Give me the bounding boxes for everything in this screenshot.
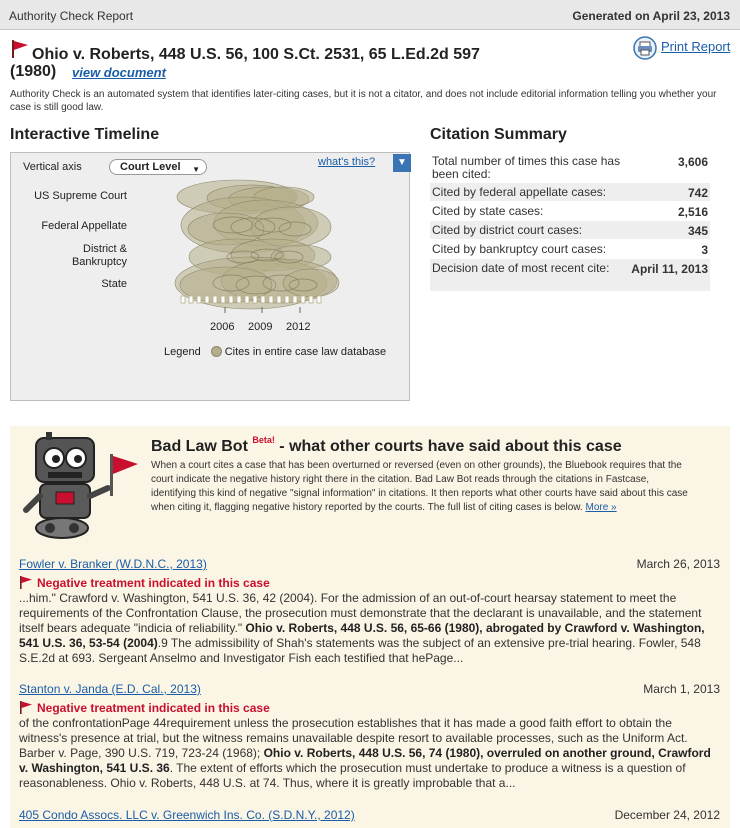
year-label-2009: 2009: [248, 321, 273, 333]
whats-this-link[interactable]: what's this?: [318, 156, 376, 168]
excerpt-post: .9 The admissibility of Shah's statements was the subject of an extensive pre-trial hearing. Fowler, 548 S.E.2d at 693. Sergeant Anselmo and Investigator Fish each testified that hePage...: [19, 636, 701, 665]
citing-case-excerpt: [19, 591, 721, 666]
citing-case-date: March 26, 2013: [636, 557, 720, 571]
summary-label: Cited by bankruptcy court cases:: [432, 242, 607, 256]
summary-value: 345: [687, 224, 708, 238]
case-year: (1980): [10, 63, 57, 80]
excerpt-highlight: Ohio v. Roberts, 448 U.S. 56, 74 (1980), overruled on another ground, Crawford v. Washington, 541 U.S. 36: [19, 746, 711, 775]
expand-icon[interactable]: ▼: [393, 154, 411, 172]
timeline-legend: [164, 346, 386, 358]
bad-law-bot-name: Bad Law Bot: [151, 438, 248, 455]
summary-label: Total number of times this case has been cited:: [432, 154, 621, 181]
excerpt-post: . The extent of efforts which the prosecution must undertake to produce a witness is a question of reasonableness. Ohio v. Roberts, 448 U.S. at 74. Thus, where it is greatly improbable that a...: [19, 761, 686, 790]
legend-bubble-icon: [211, 346, 222, 357]
bad-law-bot-panel: [10, 426, 730, 828]
summary-value: 3,606: [677, 155, 708, 169]
summary-row-recent: [430, 259, 710, 292]
citing-case-entry: [19, 557, 721, 669]
summary-row-bankruptcy: [430, 240, 710, 259]
summary-row-state: [430, 202, 710, 221]
bad-law-bot-description-text: When a court cites a case that has been overturned or reversed (even on other grounds), the Bluebook requires that the court indicate the negative history right there in the citation. Bad Law Bot reads through the citations in Fastcase, identifying this kind of negative "signal information" in citations. It then reports what other courts have said about this case when citing it, flagging negative history reported by the courts. The full list of citing cases is below.: [151, 460, 688, 513]
summary-label: Cited by state cases:: [432, 204, 544, 218]
report-title: Authority Check Report: [9, 9, 134, 23]
generated-date: Generated on April 23, 2013: [572, 9, 730, 23]
summary-row-district: [430, 221, 710, 240]
view-document-link[interactable]: view document: [72, 65, 166, 80]
negative-treatment-label: [19, 575, 270, 590]
timeline-bubbles: [175, 180, 339, 309]
summary-label: Decision date of most recent cite:: [432, 261, 610, 275]
level-label-federal: Federal Appellate: [41, 220, 127, 232]
vertical-axis-label: Vertical axis: [23, 161, 82, 173]
print-report-button[interactable]: [633, 36, 735, 58]
excerpt-pre: of the confrontationPage 44requirement unless the prosecution establishes that it has made a good faith effort to obtain the witness's presence at trial, but the witness remains unavailable despite resort to available processes, such as the Uniform Act. Barber v. Page, 390 U.S. 719, 723-24 (1968);: [19, 716, 688, 760]
citing-case-date: December 24, 2012: [614, 808, 720, 822]
timeline-heading: Interactive Timeline: [10, 126, 160, 143]
citing-case-excerpt: [19, 716, 721, 791]
summary-value: 2,516: [677, 205, 708, 219]
vertical-axis-value: Court Level: [120, 161, 181, 173]
year-label-2006: 2006: [210, 321, 235, 333]
summary-row-federal: [430, 183, 710, 202]
level-label-state: State: [101, 278, 127, 290]
negative-treatment-text: Negative treatment indicated in this case: [37, 576, 270, 590]
legend-label: Legend: [164, 346, 201, 358]
year-label-2012: 2012: [286, 321, 311, 333]
citing-case-link[interactable]: 405 Condo Assocs. LLC v. Greenwich Ins. Co. (S.D.N.Y., 2012): [19, 808, 355, 822]
bad-law-bot-description: [151, 459, 691, 515]
citing-case-date: March 1, 2013: [643, 682, 720, 696]
citing-case-entry: [19, 808, 721, 828]
summary-label: Cited by district court cases:: [432, 223, 583, 237]
excerpt-pre: ...him." Crawford v. Washington, 541 U.S. 36, 42 (2004). For the admission of an out-of-court hearsay statement to meet the requirements of the Confrontation Clause, the prosecution must demonstrate that the declarant is unavailable, and the statement itself bears adequate "indicia of reliability.": [19, 591, 702, 635]
timeline-plot[interactable]: [11, 153, 411, 333]
citation-summary-heading: Citation Summary: [430, 126, 567, 143]
red-flag-icon: [10, 39, 30, 63]
case-title: Ohio v. Roberts, 448 U.S. 56, 100 S.Ct. 2531, 65 L.Ed.2d 597: [32, 46, 480, 63]
level-label-supreme: US Supreme Court: [34, 190, 127, 202]
summary-value: 742: [687, 186, 708, 200]
excerpt-highlight: Ohio v. Roberts, 448 U.S. 56, 65-66 (1980), abrogated by Crawford v. Washington, 541 U.S. 36, 53-54 (2004): [19, 621, 705, 650]
negative-treatment-label: [19, 700, 270, 715]
summary-row-total: [430, 152, 710, 183]
citing-case-link[interactable]: Stanton v. Janda (E.D. Cal., 2013): [19, 682, 201, 696]
summary-value: April 11, 2013: [631, 262, 708, 276]
report-header-bar: [0, 0, 740, 30]
red-flag-icon: [19, 575, 33, 589]
beta-badge: Beta!: [252, 435, 275, 445]
legend-item: Cites in entire case law database: [224, 346, 387, 358]
bad-law-bot-subtitle: - what other courts have said about this case: [274, 438, 622, 455]
bad-law-bot-title: [151, 435, 622, 456]
interactive-timeline[interactable]: [10, 152, 410, 401]
citation-summary-table: [430, 152, 710, 292]
citing-case-entry: [19, 682, 721, 794]
summary-value: 3: [701, 243, 708, 257]
negative-treatment-text: Negative treatment indicated in this case: [37, 701, 270, 715]
print-report-link[interactable]: Print Report: [661, 39, 731, 54]
bad-law-bot-robot-icon: [20, 432, 145, 547]
level-label-district: District & Bankruptcy: [71, 243, 127, 268]
red-flag-icon: [19, 700, 33, 714]
print-icon: [633, 36, 657, 65]
intro-text: Authority Check is an automated system that identifies later-citing cases, but it is not a citator, and does not include editorial information telling you whether your case is still good law.: [10, 89, 717, 113]
chevron-down-icon: ▼: [192, 165, 200, 174]
summary-label: Cited by federal appellate cases:: [432, 185, 607, 199]
more-link[interactable]: More »: [585, 502, 617, 513]
citing-case-link[interactable]: Fowler v. Branker (W.D.N.C., 2013): [19, 557, 207, 571]
